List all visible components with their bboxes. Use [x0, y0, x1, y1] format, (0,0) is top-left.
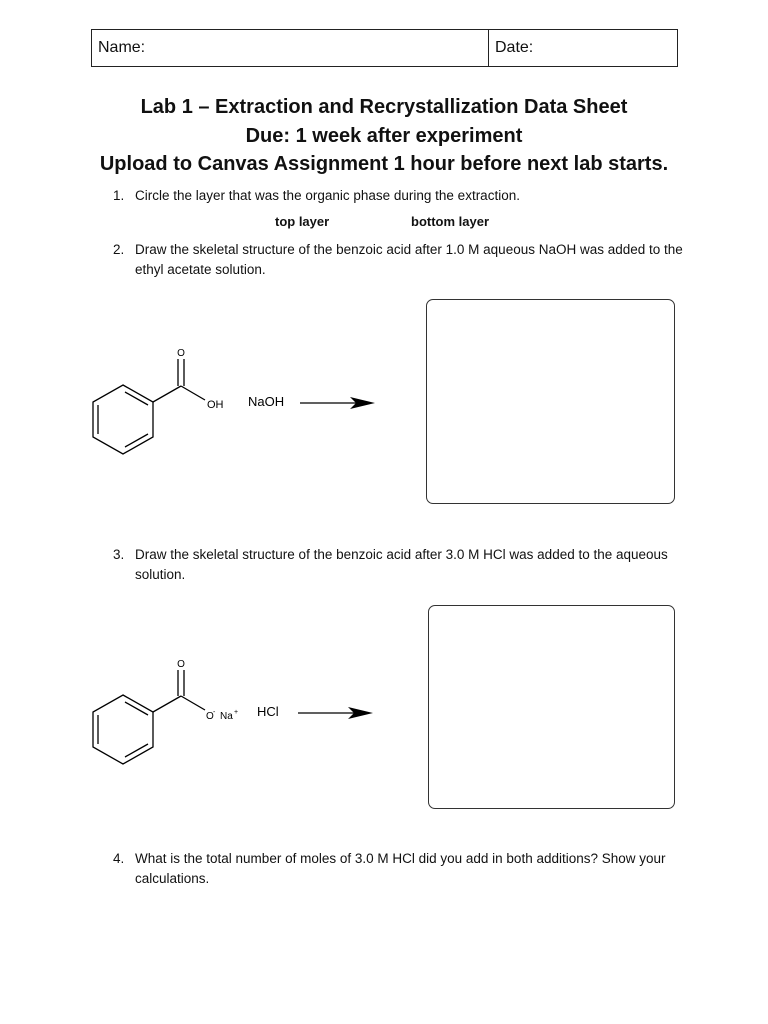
carboxyl-bonds — [153, 359, 205, 402]
question-number: 4. — [113, 851, 125, 866]
question-text: Draw the skeletal structure of the benzoic acid after 3.0 M HCl was added to the aqueous solution. — [135, 547, 668, 582]
question-text: Draw the skeletal structure of the benzoic acid after 1.0 M aqueous NaOH was added to the ethyl acetate solution. — [135, 242, 683, 277]
question-number: 3. — [113, 547, 125, 562]
title-line-2: Due: 1 week after experiment — [245, 124, 523, 147]
question-3 — [113, 545, 683, 584]
reaction-arrow — [300, 397, 375, 409]
title-line-3: Upload to Canvas Assignment 1 hour before next lab starts. — [99, 153, 669, 175]
reagent-label: NaOH — [248, 394, 285, 409]
hydroxyl-label: OH — [207, 399, 224, 411]
document-title — [0, 93, 768, 179]
carboxylate-bonds — [153, 670, 205, 712]
date-field[interactable] — [489, 30, 677, 66]
answer-box-question-3[interactable] — [428, 605, 675, 809]
oxygen-charge-label: - — [213, 709, 216, 716]
benzene-ring — [93, 695, 153, 764]
date-label: Date: — [495, 39, 534, 56]
counter-ion-label: Na — [220, 711, 233, 722]
answer-box-question-2[interactable] — [426, 299, 675, 504]
name-label: Name: — [98, 39, 146, 56]
reaction-scheme-naoh — [85, 340, 385, 470]
question-number: 1. — [113, 188, 125, 203]
option-top-layer[interactable]: top layer — [275, 214, 330, 229]
question-text: What is the total number of moles of 3.0 M HCl did you add in both additions? Show your calculations. — [135, 851, 666, 886]
header-table — [91, 29, 678, 67]
name-field[interactable] — [92, 30, 489, 66]
question-4 — [113, 849, 683, 888]
option-bottom-layer[interactable]: bottom layer — [411, 214, 490, 229]
reagent-label: HCl — [257, 704, 279, 719]
carbonyl-oxygen-label: O — [177, 659, 185, 670]
question-text: Circle the layer that was the organic phase during the extraction. — [135, 188, 520, 203]
question-2 — [113, 240, 683, 279]
title-line-1: Lab 1 – Extraction and Recrystallization Data Sheet — [140, 96, 628, 118]
question-1 — [113, 186, 683, 206]
benzene-ring — [93, 385, 153, 454]
counter-ion-charge-label: + — [234, 709, 239, 716]
reaction-scheme-hcl — [85, 650, 385, 780]
carbonyl-oxygen-label: O — [177, 348, 185, 359]
question-number: 2. — [113, 242, 125, 257]
carboxylate-oxygen-label: O — [206, 711, 214, 722]
reaction-arrow — [298, 707, 373, 719]
